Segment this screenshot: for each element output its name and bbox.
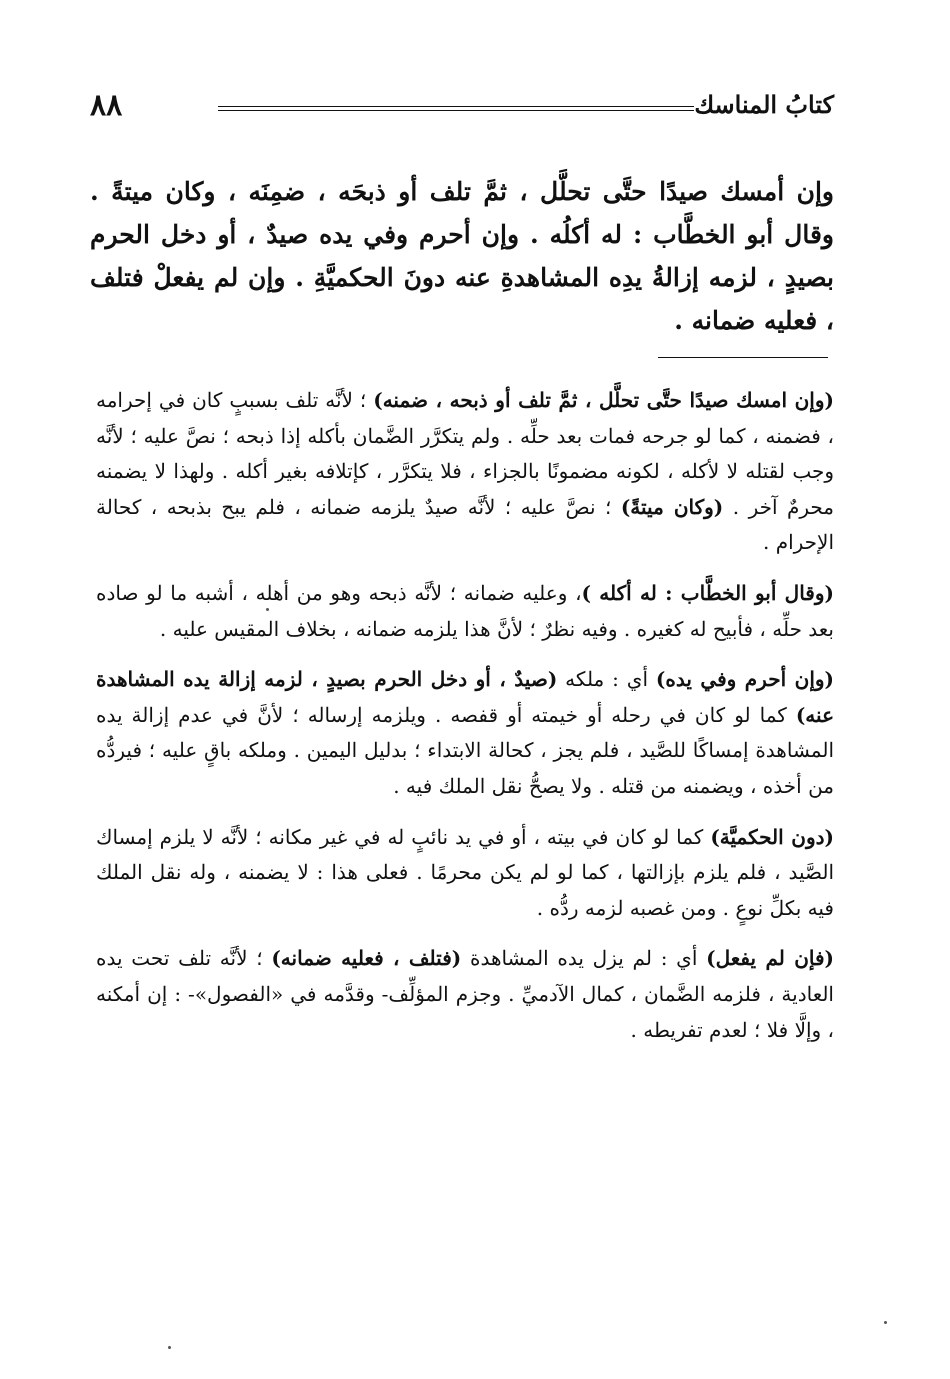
commentary-text: كما لو كان في رحله أو خيمته أو قفصه . ويلزمه إرساله ؛ لأنَّ في عدم إزالة يده المشاهدة إمساكًا للصَّيد ، فلم يجز ، كحالة الابتداء ؛ بدليل اليمين . وملكه باقٍ عليه ؛ فيردُّه من أخذه ، ويضمنه من قتله . ولا يصحُّ نقل الملك فيه . [96, 702, 835, 798]
commentary [96, 383, 834, 1063]
page-number: ٨٨ [90, 88, 123, 123]
quoted-text: (دون الحكميَّة) [710, 824, 834, 849]
commentary-text: ؛ لأنَّه تلف بسببٍ كان في إحرامه ، فضمنه ، كما لو جرحه فمات بعد حلِّه . ولم يتكرَّر الضَّمان بأكله إذا ذبحه ؛ نصَّ عليه ؛ لأنَّه وجب لقتله لا لأكله ، لكونه مضمونًا بالجزاء ، فلا يتكرَّر ، كإتلافه بغير أكله . ولهذا لا يضمنه محرمٌ آخر . [96, 388, 835, 519]
quoted-text: (صيدٌ ، أو دخل الحرم بصيدٍ ، لزمه إزالة يده المشاهدة عنه) [96, 667, 834, 727]
commentary-text: ؛ نصَّ عليه ؛ لأنَّه صيدٌ يلزمه ضمانه ، فلم يبح بذبحه ، كحالة الإحرام . [96, 494, 834, 555]
commentary-text: ؛ لأنَّه تلف تحت يده العادية ، فلزمه الضَّمان ، كمال الآدميِّ . وجزم المؤلِّف- وقدَّمه في «الفصول»- : إن أمكنه ، وإلَّا فلا ؛ لعدم تفريطه . [96, 946, 834, 1042]
main-text: وإن أمسك صيدًا حتَّى تحلَّل ، ثمَّ تلف أو ذبحَه ، ضمِنَه ، وكان ميتةً . وقال أبو الخطَّاب : له أكلُه . وإن أحرم وفي يده صيدٌ ، أو دخل الحرم بصيدٍ ، لزمه إزالةُ يدِه المشاهدةِ عنه دونَ الحكميَّةِ . وإن لم يفعلْ فتلف ، فعليه ضمانه . [90, 177, 834, 335]
quoted-text: (وقال أبو الخطَّاب : له أكله ) [581, 580, 834, 605]
commentary-paragraph [96, 662, 834, 804]
commentary-text: أي : ملكه [557, 667, 656, 692]
commentary-paragraph [96, 576, 834, 647]
footnote-separator [658, 357, 828, 358]
quoted-text: (فتلف ، فعليه ضمانه) [271, 946, 462, 971]
header-rule [218, 106, 694, 111]
quoted-text: (وإن أحرم وفي يده) [655, 667, 834, 692]
running-title: كتابُ المناسك [694, 90, 834, 119]
commentary-paragraph [96, 941, 834, 1048]
scan-speck [266, 608, 269, 611]
commentary-text: أي : لم يزل يده المشاهدة [461, 946, 707, 971]
page-header [90, 88, 834, 128]
quoted-text: (فإن لم يفعل) [706, 946, 835, 971]
scan-speck [168, 1346, 171, 1349]
quoted-text: (وإن امسك صيدًا حتَّى تحلَّل ، ثمَّ تلف أو ذبحه ، ضمنه) [373, 388, 834, 412]
commentary-text: كما لو كان في بيته ، أو في يد نائبٍ له في غير مكانه ؛ لأنَّه لا يلزم إمساك الصَّيد ، فلم يلزم بإزالتها ، كما لو لم يكن محرمًا . فعلى هذا : لا يضمنه ، وله نقل الملك فيه بكلِّ نوعٍ . ومن غصبه لزمه ردُّه . [96, 824, 834, 920]
quoted-text: (وكان ميتةً) [620, 494, 724, 519]
scan-speck [884, 1321, 887, 1324]
commentary-text: ، وعليه ضمانه ؛ لأنَّه ذبحه وهو من أهله ، أشبه ما لو صاده بعد حلِّه ، فأبيح له كغيره . وفيه نظرٌ ؛ لأنَّ هذا يلزمه ضمانه ، بخلاف المقيس عليه . [96, 580, 834, 641]
commentary-paragraph [96, 383, 834, 561]
commentary-paragraph [96, 820, 834, 927]
